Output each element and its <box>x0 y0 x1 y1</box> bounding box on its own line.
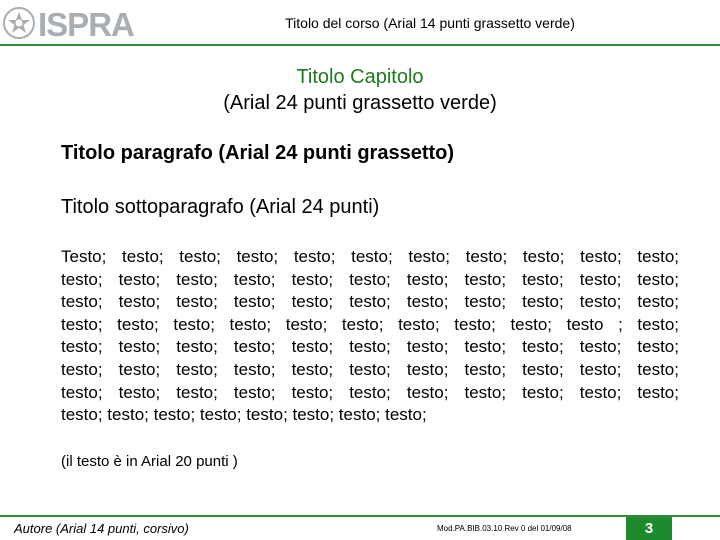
font-note: (il testo è in Arial 20 punti ) <box>61 453 238 470</box>
page-number-badge: 3 <box>626 517 672 540</box>
body-line: testo; testo; testo; testo; testo; testo; testo; testo; testo; testo; testo; <box>61 292 679 312</box>
chapter-title <box>0 64 720 116</box>
body-line: Testo; testo; testo; testo; testo; testo; testo; testo; testo; testo; testo; <box>61 247 679 266</box>
body-line: testo; testo; testo; testo; testo; testo; testo; testo; testo; testo ; testo; <box>61 314 679 334</box>
body-line: testo; testo; testo; testo; testo; testo; testo; testo; testo; testo; testo; <box>61 337 679 357</box>
author-label: Autore (Arial 14 punti, corsivo) <box>14 521 189 536</box>
subparagraph-title: Titolo sottoparagrafo (Arial 24 punti) <box>61 196 380 218</box>
body-line: testo; testo; testo; testo; testo; testo; testo; testo; testo; testo; testo; <box>61 269 679 289</box>
paragraph-title: Titolo paragrafo (Arial 24 punti grassetto) <box>61 142 455 164</box>
emblem-icon <box>2 4 36 42</box>
logo-wordmark: ISPRA <box>38 6 134 43</box>
footer-divider <box>0 515 720 517</box>
module-reference: Mod.PA.BIB.03.10 Rev 0 del 01/09/08 <box>437 524 572 533</box>
body-line: testo; testo; testo; testo; testo; testo; testo; testo; testo; testo; testo; <box>61 359 679 379</box>
body-line: testo; testo; testo; testo; testo; testo; testo; testo; <box>61 405 427 425</box>
ispra-logo <box>2 4 152 44</box>
header-divider <box>0 44 720 46</box>
body-line: testo; testo; testo; testo; testo; testo; testo; testo; testo; testo; testo; <box>61 382 679 402</box>
body-text <box>61 246 679 427</box>
course-title: Titolo del corso (Arial 14 punti grassetto verde) <box>285 15 575 31</box>
chapter-subtitle-line: (Arial 24 punti grassetto verde) <box>223 92 497 114</box>
chapter-title-line: Titolo Capitolo <box>296 66 424 88</box>
